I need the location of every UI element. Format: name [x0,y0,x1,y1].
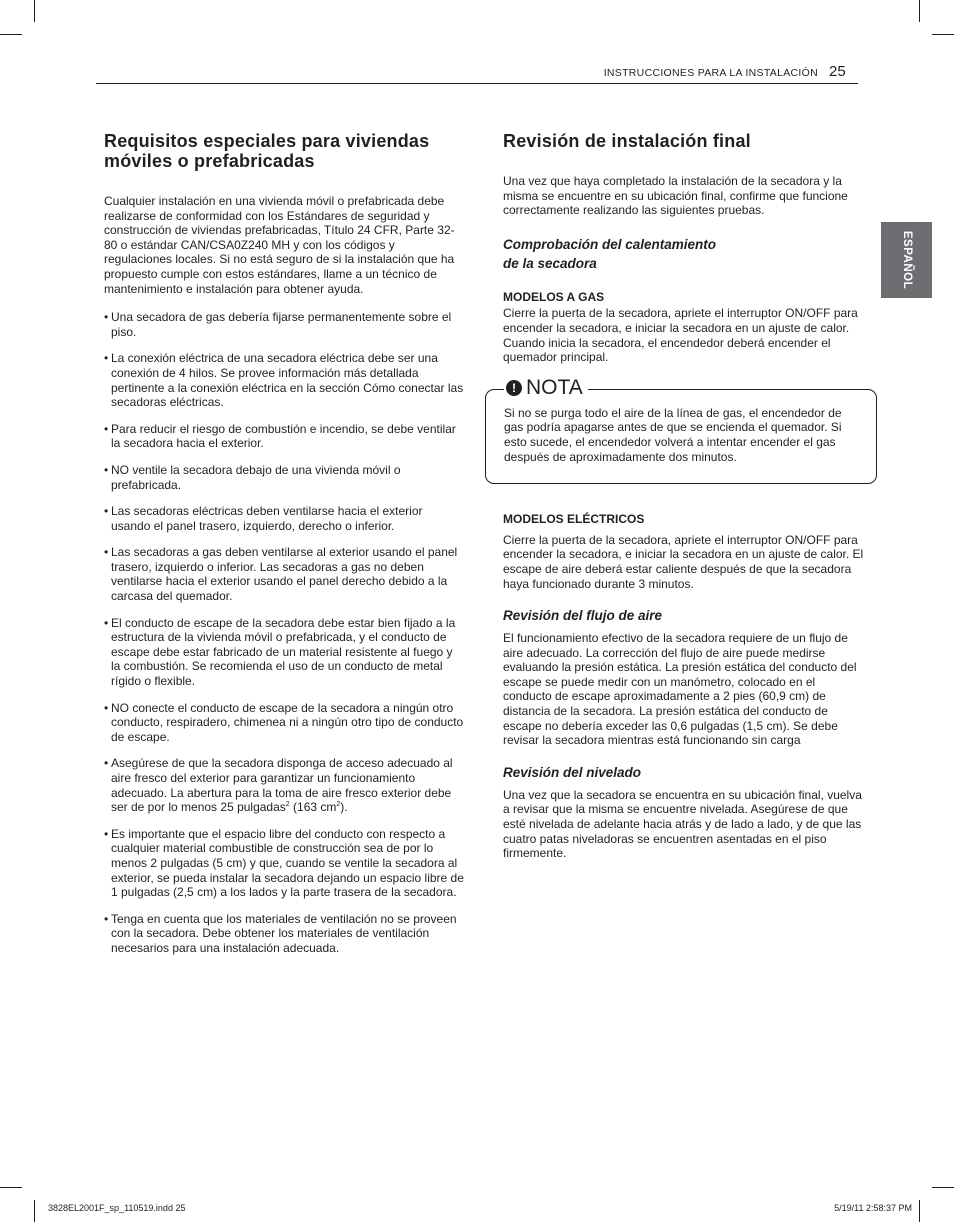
crop-mark [34,1200,35,1222]
running-header: INSTRUCCIONES PARA LA INSTALACIÓN [603,67,818,79]
subheading-heat-check: Comprobación del calentamiento de la secadora [503,236,717,271]
list-item: • Tenga en cuenta que los materiales de ventilación no se proveen con la secadora. Debe obtener los materiales de ventilación necesarios para una instalación adecuada. [104,911,457,955]
subheading-level: Revisión del nivelado [503,764,642,780]
crop-mark [0,34,22,35]
list-item: • NO ventile la secadora debajo de una vivienda móvil o prefabricada. [104,462,401,492]
requirements-list [104,310,464,955]
intro-paragraph: Una vez que haya completado la instalación de la secadora y la misma se encuentre en su ubicación final, confirme que funcione correctamente realizando las siguientes pruebas. [503,174,848,218]
list-item: • Para reducir el riesgo de combustión e incendio, se debe ventilar la secadora hacia el exterior. [104,421,456,451]
gas-models-text: Cierre la puerta de la secadora, apriete el interruptor ON/OFF para encender la secadora, e iniciar la secadora en un ajuste de calor. Cuando inicia la secadora, el encendedor deberá encender el quemador principal. [503,306,858,365]
left-column [104,131,464,968]
list-item: • Es importante que el espacio libre del conducto con respecto a cualquier material combustible de construcción sea de por lo menos 2 pulgadas (5 cm) y que, cuando se ventile la secadora al exterior, se pueda instalar la secadora dejando un espacio libre de 1 pulgadas (2,5 cm) a los lados y la parte trasera de la secadora. [104,826,464,900]
list-item: • Las secadoras eléctricas deben ventilarse hacia el exterior usando el panel trasero, izquierdo, derecho o inferior. [104,504,423,533]
section-heading: Revisión de instalación final [503,131,751,151]
list-item: • Una secadora de gas debería fijarse permanentemente sobre el piso. [104,310,452,339]
crop-mark [932,34,954,35]
airflow-text: El funcionamiento efectivo de la secadora requiere de un flujo de aire adecuado. La corrección del flujo de aire puede medirse evaluando la presión estática. La presión estática del conducto del escape se puede medir con un manómetro, colocado en el conducto de escape aproximadamente a 2 pies (60,9 cm) de distancia de la secadora. La presión estática del conducto de escape no debería exceder las 0,6 pulgadas (1,5 cm). Se debe revisar la secadora mientras está funcionando sin carga [503,631,857,748]
electric-models-title: MODELOS ELÉCTRICOS [503,512,645,527]
right-column [503,131,865,872]
language-tab [881,222,932,298]
note-title: NOTA [526,375,583,399]
crop-mark [919,1200,920,1222]
crop-mark [932,1187,954,1188]
list-item: • NO conecte el conducto de escape de la secadora a ningún otro conducto, respiradero, chimenea ni a ningún otro tipo de conducto de escape. [104,700,464,744]
footer-file: 3828EL2001F_sp_110519.indd 25 [48,1203,186,1213]
note-text: Si no se purga todo el aire de la línea de gas, el encendedor de gas podría apagarse antes de que se encienda el quemador. Si esto sucede, el encendedor volverá a intentar encender el gas después de aproximadamente dos minutos. [504,405,842,464]
note-label [504,376,588,400]
subheading-airflow: Revisión del flujo de aire [503,608,663,624]
intro-paragraph: Cualquier instalación en una vivienda móvil o prefabricada debe realizarse de conformidad con los Estándares de seguridad y construcción de viviendas prefabricadas, Título 24 CFR, Parte 32-80 o estándar CAN/CSA0Z240 MH y con los códigos y regulaciones locales. Si no está seguro de si la instalación que ha propuesto cumple con estos estándares, llame a un técnico de mantenimiento e instalación para obtener ayuda. [104,194,455,296]
level-text: Una vez que la secadora se encuentra en su ubicación final, vuelva a revisar que la misma se encuentre nivelada. Asegúrese de que esté nivelada de adelante hacia atrás y de lado a lado, y de que las cuatro patas niveladoras se encuentren asentadas en el piso firmemente. [503,787,862,861]
crop-mark [34,0,35,22]
list-item: • Asegúrese de que la secadora disponga de acceso adecuado al aire fresco del exterior para garantizar un funcionamiento adecuado. La abertura para la toma de aire fresco exterior debe ser de por lo menos 25 pulgadas$^2$ (163 $cm^2$). [104,756,453,815]
list-item: • El conducto de escape de la secadora debe estar bien fijado a la estructura de la vivienda móvil o prefabricada, y el conducto de escape debe estar fabricado de un material resistente al fuego y la combustión. Se recomienda el uso de un conducto de metal rígido o flexible. [104,615,456,689]
footer-timestamp: 5/19/11 2:58:37 PM [834,1203,912,1213]
header-rule [96,83,858,84]
crop-mark [0,1187,22,1188]
language-tab-label: ESPAÑOL [900,230,913,290]
gas-models-title: MODELOS A GAS [503,289,605,304]
list-item: • Las secadoras a gas deben ventilarse al exterior usando el panel trasero, izquierdo o inferior. Las secadoras a gas no deben ventilarse hacia el exterior usando el panel derecho debido a la carcasa del quemador. [104,545,458,604]
note-box [485,375,877,484]
page-number: 25 [829,63,846,80]
list-item: • La conexión eléctrica de una secadora eléctrica debe ser una conexión de 4 hilos. Se provee información más detallada pertinente a la conexión eléctrica en la sección Cómo conectar las secadoras eléctricas. [104,351,464,410]
electric-models-text: Cierre la puerta de la secadora, apriete el interruptor ON/OFF para encender la secadora, e iniciar la secadora en un ajuste de calor. El escape de aire deberá estar caliente después de que la secadora haya funcionado durante 3 minutos. [503,532,864,591]
section-heading: Requisitos especiales para viviendas móviles o prefabricadas [104,131,430,171]
exclamation-icon: ! [506,380,522,396]
crop-mark [919,0,920,22]
